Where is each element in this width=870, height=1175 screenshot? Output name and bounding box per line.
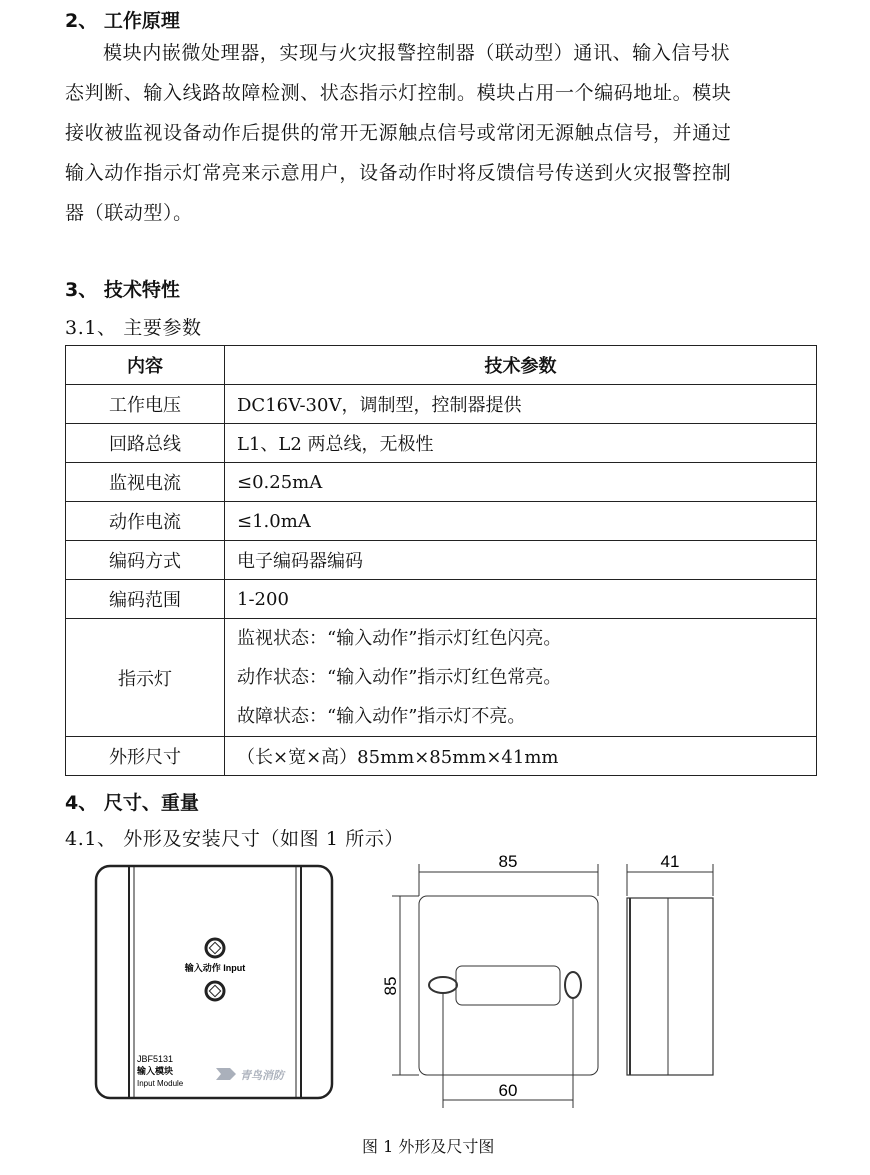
table-row	[66, 580, 817, 619]
dim-depth: 41	[660, 852, 680, 871]
dimension-view	[392, 864, 713, 1108]
section-2-title: 2、 工作原理	[65, 10, 180, 32]
param-value-line: 故障状态：“输入动作”指示灯不亮。	[237, 706, 526, 727]
param-name: 工作电压	[66, 385, 225, 424]
table-header-row	[66, 346, 817, 385]
dim-height: 85	[381, 976, 400, 996]
section-3-title: 3、 技术特性	[65, 279, 180, 301]
dim-width: 85	[498, 852, 518, 871]
para-line: 接收被监视设备动作后提供的常开无源触点信号或常闭无源触点信号，并通过	[65, 122, 732, 144]
param-name: 编码方式	[66, 541, 225, 580]
table-row	[66, 737, 817, 776]
para-line: 器（联动型）。	[65, 202, 193, 224]
model-label: JBF5131	[137, 1054, 174, 1064]
name-cn-label: 输入模块	[137, 1066, 174, 1076]
param-value: （长×宽×高）85mm×85mm×41mm	[225, 737, 817, 776]
figure-caption: 图 1 外形及尺寸图	[362, 1137, 495, 1156]
param-value: ≤0.25mA	[225, 463, 817, 502]
table-row	[66, 385, 817, 424]
param-value-line: 动作状态：“输入动作”指示灯红色常亮。	[237, 667, 562, 688]
para-line: 态判断、输入线路故障检测、状态指示灯控制。模块占用一个编码地址。模块	[65, 82, 732, 104]
front-view	[96, 866, 332, 1098]
param-name: 外形尺寸	[66, 737, 225, 776]
section-4-1-title: 4.1、 外形及安装尺寸（如图 1 所示）	[65, 828, 405, 850]
para-line: 模块内嵌微处理器，实现与火灾报警控制器（联动型）通讯、输入信号状	[103, 42, 731, 64]
param-value	[225, 619, 817, 737]
parameters-table	[65, 345, 817, 776]
header-cell: 内容	[66, 346, 225, 385]
param-value: 1-200	[225, 580, 817, 619]
header-cell: 技术参数	[225, 346, 817, 385]
param-name: 动作电流	[66, 502, 225, 541]
name-en-label: Input Module	[137, 1079, 184, 1088]
dim-mount: 60	[498, 1081, 518, 1100]
param-value: 电子编码器编码	[225, 541, 817, 580]
param-name: 编码范围	[66, 580, 225, 619]
param-value: L1、L2 两总线，无极性	[225, 424, 817, 463]
table-row	[66, 541, 817, 580]
device-label: 输入动作 Input	[184, 963, 246, 973]
section-3-1-title: 3.1、 主要参数	[65, 317, 202, 339]
param-name: 监视电流	[66, 463, 225, 502]
table-row	[66, 424, 817, 463]
param-name: 回路总线	[66, 424, 225, 463]
table-row	[66, 619, 817, 737]
param-value-line: 监视状态：“输入动作”指示灯红色闪亮。	[237, 628, 562, 649]
table-row	[66, 463, 817, 502]
section-4-title: 4、 尺寸、重量	[65, 792, 199, 814]
param-value: ≤1.0mA	[225, 502, 817, 541]
figure-drawings	[0, 850, 870, 1120]
param-value: DC16V-30V，调制型，控制器提供	[225, 385, 817, 424]
para-line: 输入动作指示灯常亮来示意用户，设备动作时将反馈信号传送到火灾报警控制	[65, 162, 732, 184]
brand-name: 青鸟消防	[240, 1070, 284, 1082]
table-row	[66, 502, 817, 541]
param-name: 指示灯	[66, 619, 225, 737]
